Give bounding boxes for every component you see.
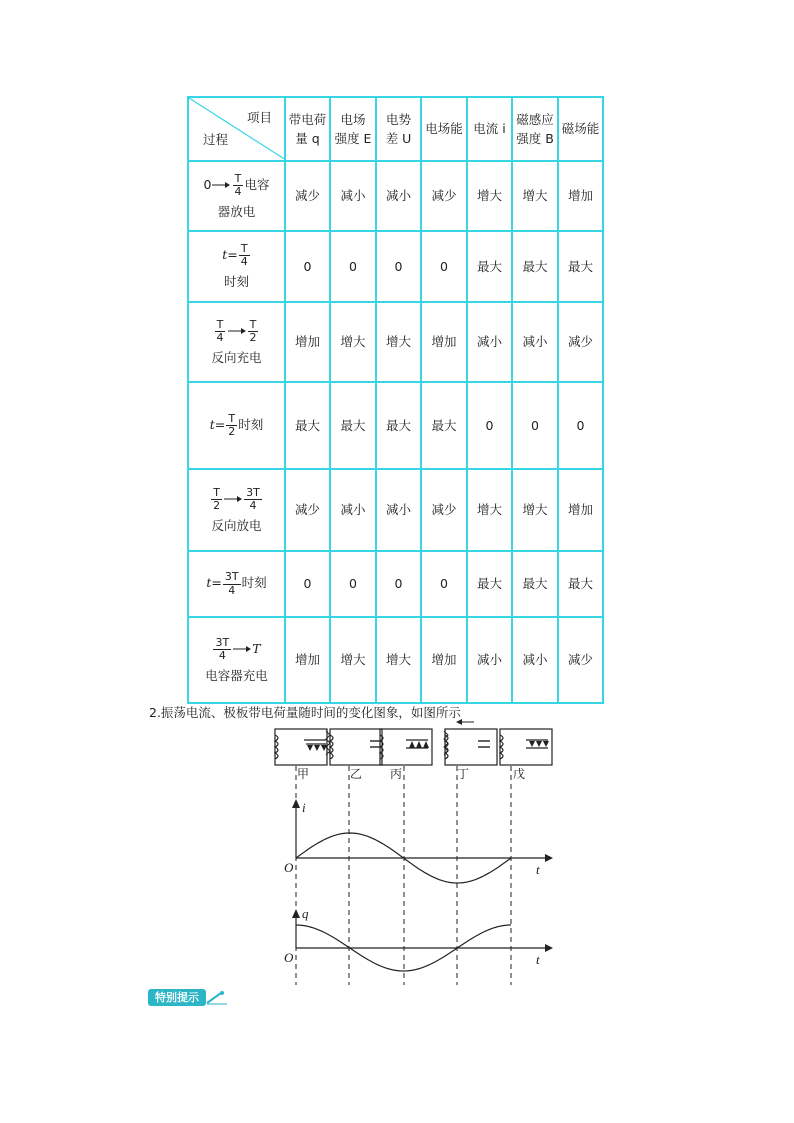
table-cell: 减少 <box>285 161 330 231</box>
corner-top-right: 项目 <box>246 110 272 125</box>
table-cell: 最大 <box>285 382 330 469</box>
table-cell: 0 <box>376 551 421 617</box>
stage-label: 丁 <box>457 767 470 781</box>
header-charge: 带电荷 量 q <box>285 97 330 161</box>
table-cell: 0 <box>376 231 421 302</box>
row-label: $\frac{3T}{4}$ T 电容器充电 <box>188 617 285 703</box>
table-cell: 增加 <box>558 469 603 551</box>
header-current: 电流 i <box>467 97 512 161</box>
stage-label: 乙 <box>350 767 363 781</box>
q-graph-axes <box>292 909 553 952</box>
i-t-axis-label: t <box>536 862 540 877</box>
table-cell: 0 <box>421 231 467 302</box>
header-magnetic-energy: 磁场能 <box>558 97 603 161</box>
table-cell: 0 <box>330 551 376 617</box>
table-cell: 减小 <box>467 302 512 382</box>
table-cell: 减小 <box>512 617 558 703</box>
table-cell: 最大 <box>467 231 512 302</box>
row-label: $\frac{T}{4}$ $\frac{T}{2}$ 反向充电 <box>188 302 285 382</box>
table-cell: 增大 <box>467 161 512 231</box>
stage-label: 甲 <box>297 767 310 781</box>
table-cell: 减小 <box>467 617 512 703</box>
table-cell: 最大 <box>467 551 512 617</box>
table-cell: 增加 <box>558 161 603 231</box>
table-cell: 0 <box>558 382 603 469</box>
table-cell: 0 <box>330 231 376 302</box>
table-cell: 增加 <box>421 617 467 703</box>
dashed-guides <box>296 766 511 985</box>
table-cell: 最大 <box>512 231 558 302</box>
table-cell: 减小 <box>512 302 558 382</box>
table-cell: 增加 <box>285 617 330 703</box>
row-label: t= $\frac{3T}{4}$ 时刻 <box>188 551 285 617</box>
i-graph-axes <box>292 799 553 862</box>
row-label: t= $\frac{T}{4}$ 时刻 <box>188 231 285 302</box>
table-cell: 增大 <box>467 469 512 551</box>
row-label: $\frac{T}{2}$ $\frac{3T}{4}$ 反向放电 <box>188 469 285 551</box>
table-cell: 增大 <box>376 302 421 382</box>
row-label: 0 $\frac{T}{4}$ 电容 器放电 <box>188 161 285 231</box>
q-origin-label: O <box>284 950 294 965</box>
table-cell: 0 <box>285 231 330 302</box>
table-cell: 减少 <box>421 469 467 551</box>
header-potential-diff: 电势 差 U <box>376 97 421 161</box>
table-cell: 增大 <box>512 469 558 551</box>
header-field-strength: 电场 强度 E <box>330 97 376 161</box>
table-cell: 0 <box>467 382 512 469</box>
pen-icon <box>205 990 227 1006</box>
table-cell: 增大 <box>512 161 558 231</box>
i-origin-label: O <box>284 860 294 875</box>
table-cell: 最大 <box>558 231 603 302</box>
stage-label: 丙 <box>390 767 403 781</box>
special-note-badge: 特别提示 <box>148 989 206 1006</box>
row-label: t= $\frac{T}{2}$ 时刻 <box>188 382 285 469</box>
table-cell: 减小 <box>330 469 376 551</box>
table-cell: 0 <box>421 551 467 617</box>
header-magnetic-induction: 磁感应 强度 B <box>512 97 558 161</box>
table-cell: 增大 <box>330 302 376 382</box>
circuit-jia <box>275 729 327 765</box>
table-cell: 最大 <box>421 382 467 469</box>
table-cell: 减小 <box>376 469 421 551</box>
table-cell: 减少 <box>285 469 330 551</box>
table-cell: 最大 <box>330 382 376 469</box>
table-cell: 最大 <box>376 382 421 469</box>
table-cell: 增大 <box>330 617 376 703</box>
table-cell: 最大 <box>558 551 603 617</box>
table-cell: 减小 <box>330 161 376 231</box>
table-cell: 0 <box>512 382 558 469</box>
table-cell: 减少 <box>558 617 603 703</box>
table-cell: 增加 <box>285 302 330 382</box>
i-axis-label: i <box>302 800 306 815</box>
q-axis-label: q <box>302 906 309 921</box>
stage-label: 戊 <box>513 767 526 781</box>
table-cell: 0 <box>285 551 330 617</box>
corner-bottom-left: 过程 <box>203 132 229 148</box>
header-field-energy: 电场能 <box>421 97 467 161</box>
circuit-bing <box>380 729 432 765</box>
q-t-axis-label: t <box>536 952 540 967</box>
table-cell: 最大 <box>512 551 558 617</box>
circuit-ding <box>444 719 497 765</box>
table-cell: 减少 <box>558 302 603 382</box>
table-cell: 增加 <box>421 302 467 382</box>
table-cell: 减小 <box>376 161 421 231</box>
circuit-wu <box>500 729 552 765</box>
circuit-yi <box>326 729 382 765</box>
table-cell: 增大 <box>376 617 421 703</box>
table-cell: 减少 <box>421 161 467 231</box>
figure-caption: 2.振荡电流、极板带电荷量随时间的变化图象，如图所示 <box>149 705 461 720</box>
